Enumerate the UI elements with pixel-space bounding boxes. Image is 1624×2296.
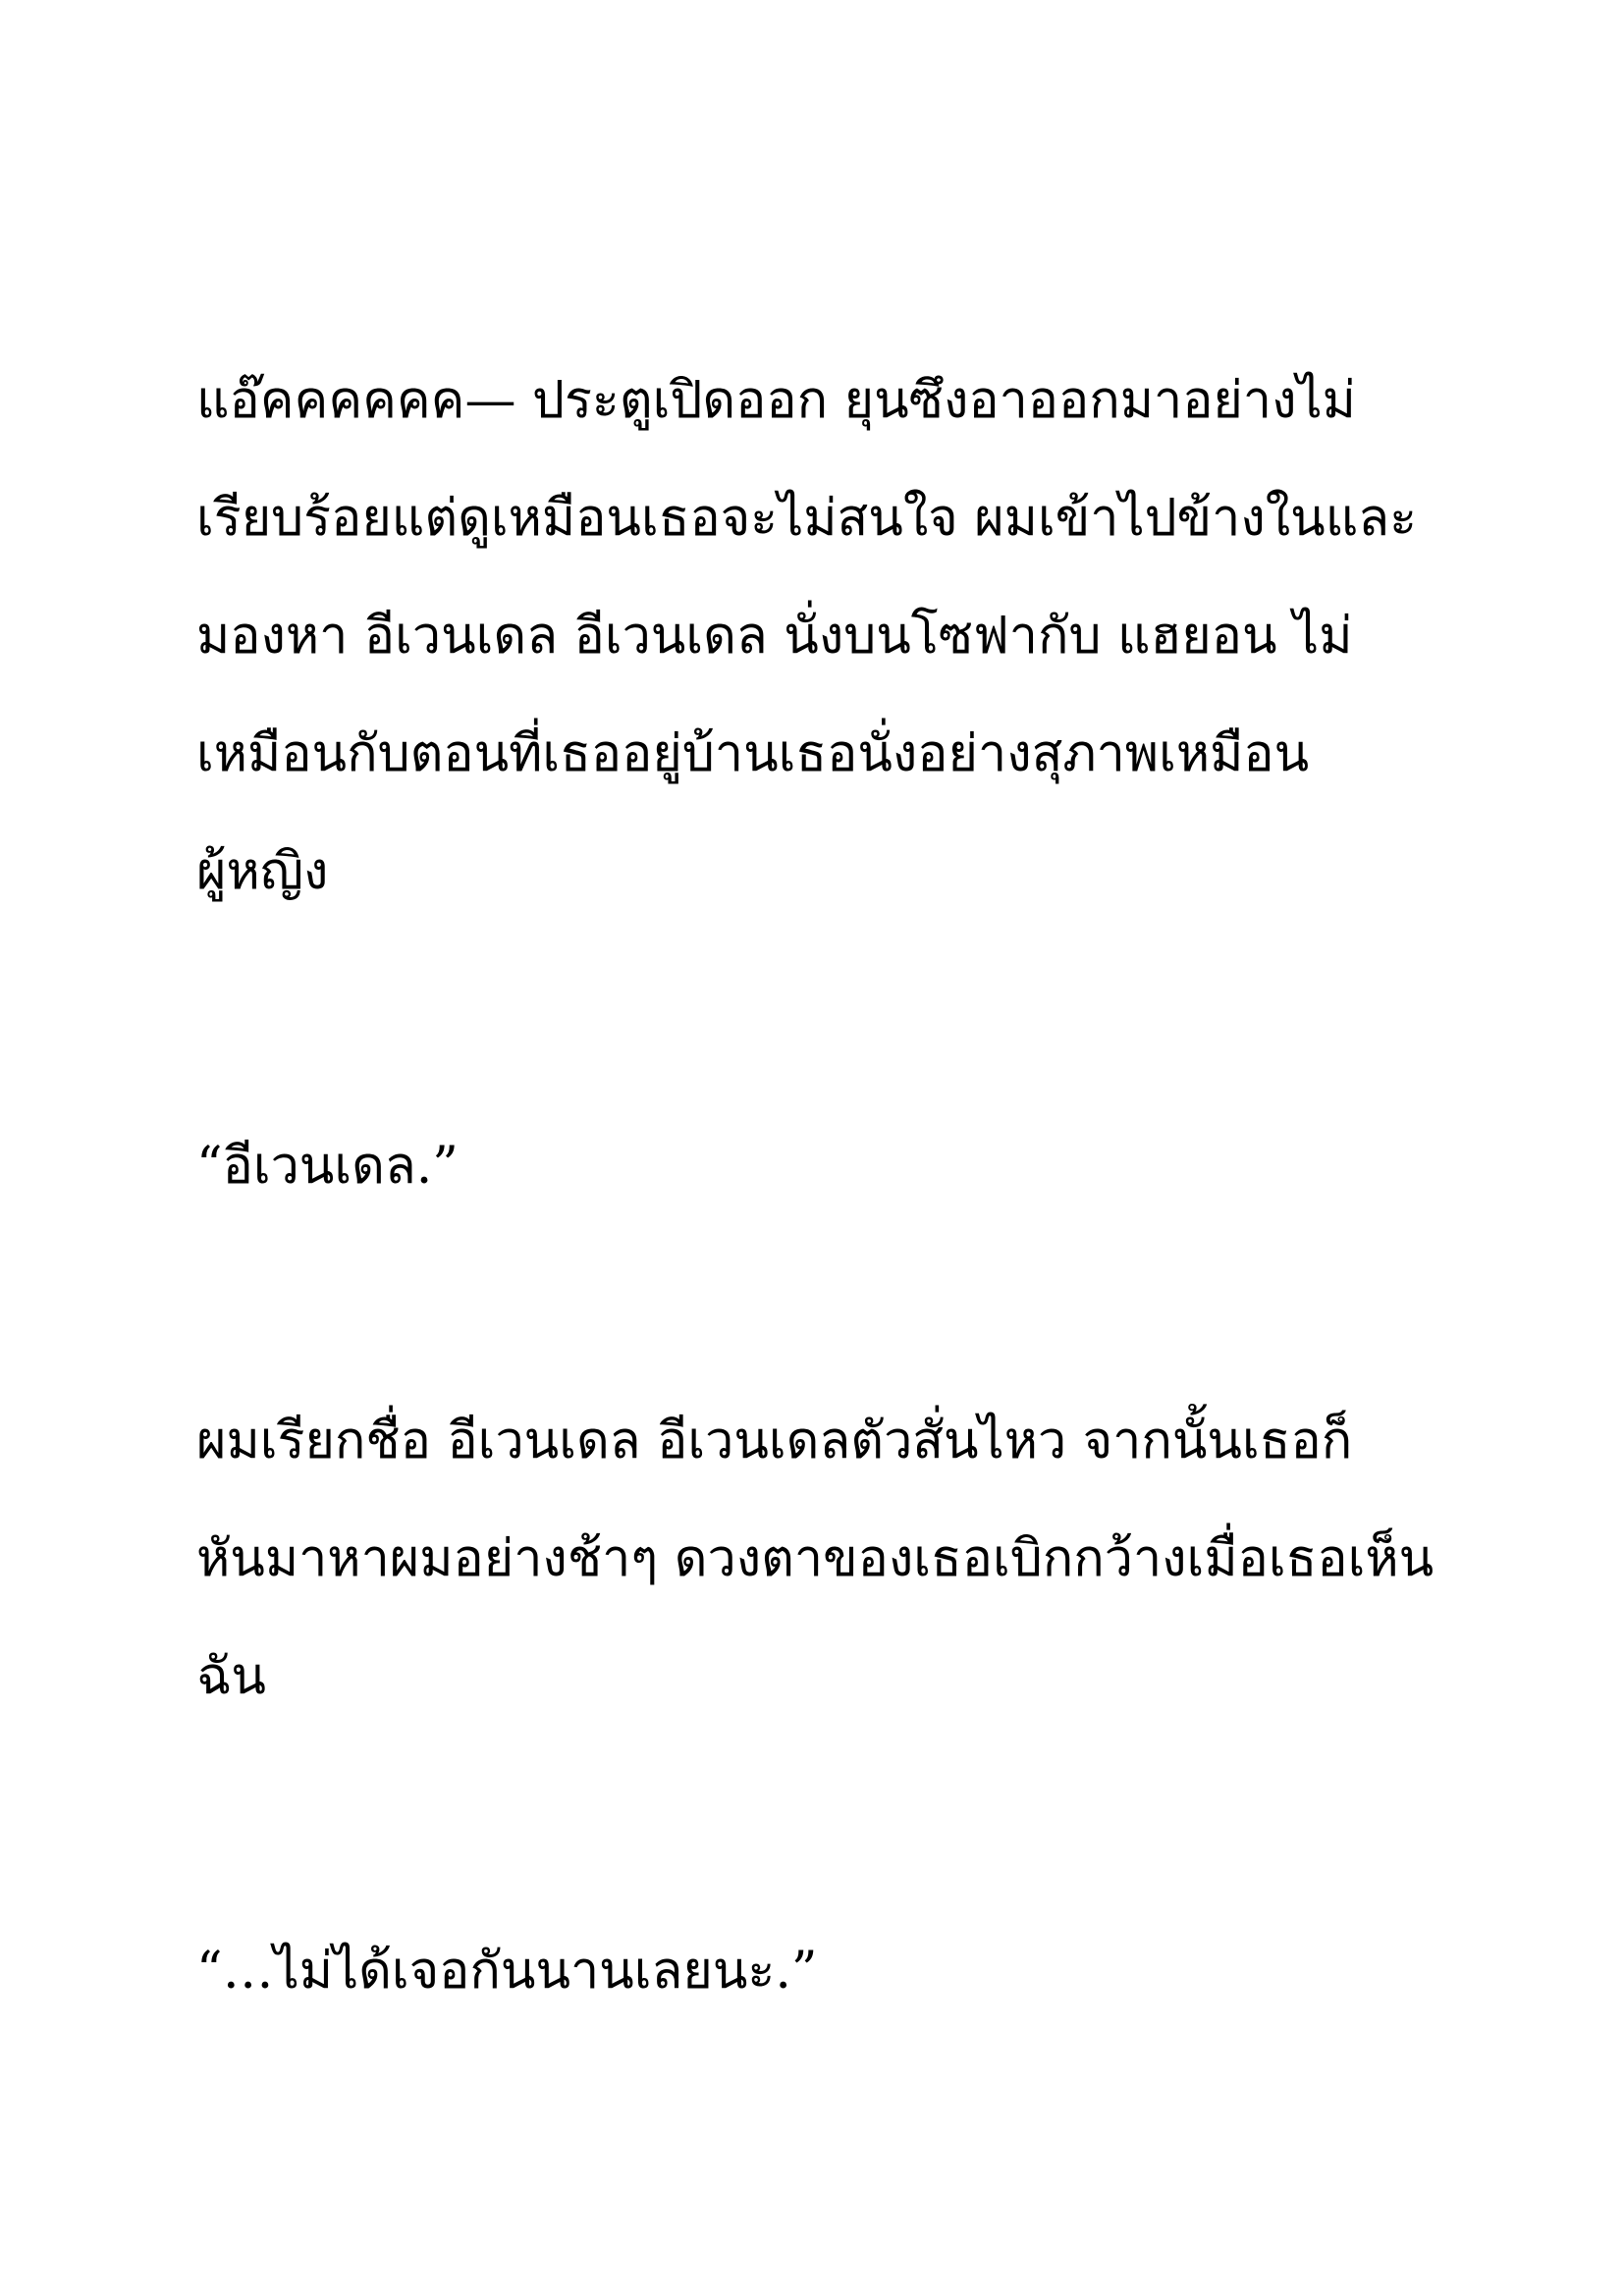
paragraph-line: เรียบร้อยแต่ดูเหมือนเธอจะไม่สนใจ ผมเข้าไปข้างในและ xyxy=(196,489,1418,548)
paragraph-line: ฉัน xyxy=(196,1647,266,1706)
paragraph-line: มองหา อีเวนเดล อีเวนเดล นั่งบนโซฟากับ แฮยอน ไม่ xyxy=(196,607,1353,666)
paragraph-line: เหมือนกับตอนที่เธออยู่บ้านเธอนั่งอย่างสุภาพเหมือน xyxy=(196,724,1310,783)
paragraph-line: ผู้หญิง xyxy=(196,842,329,901)
paragraph-line: แอ๊คคคคคค— ประตูเปิดออก ยุนซึงอาออกมาอย่างไม่ xyxy=(196,371,1356,430)
paragraph-line: หันมาหาผมอย่างช้าๆ ดวงตาของเธอเบิกกว้างเมื่อเธอเห็น xyxy=(196,1529,1435,1588)
paragraph-line: ผมเรียกชื่อ อีเวนเดล อีเวนเดลตัวสั่นไหว จากนั้นเธอก็ xyxy=(196,1412,1353,1470)
dialogue-line: “อีเวนเดล.” xyxy=(196,1137,459,1196)
dialogue-line: “…ไม่ได้เจอกันนานเลยนะ.” xyxy=(196,1942,818,2001)
